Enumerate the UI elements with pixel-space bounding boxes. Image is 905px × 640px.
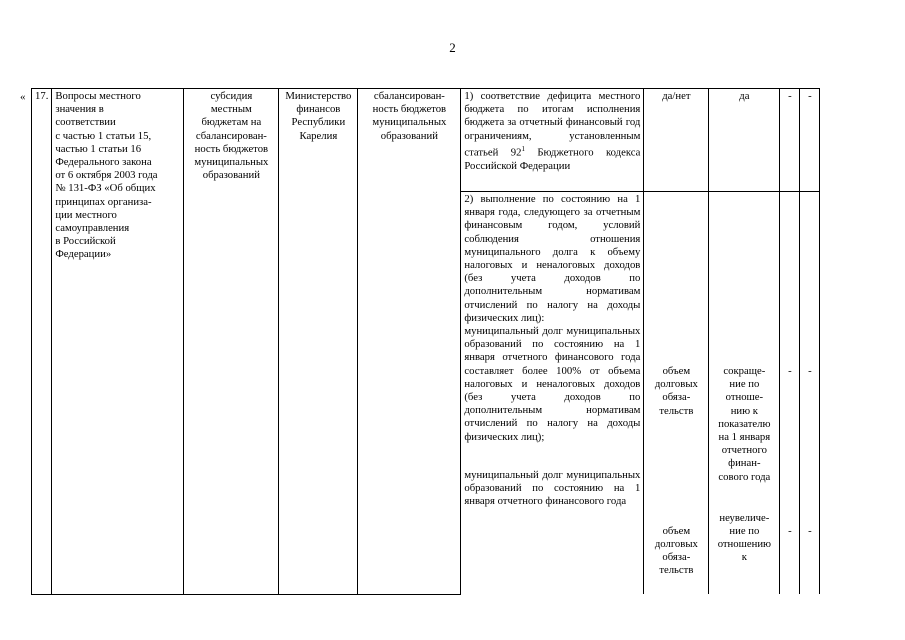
page-number: 2 [449,40,456,55]
subitem-2-col10: - [808,525,812,538]
condition-1-indicator: да/нет [662,90,691,102]
opening-quote: « [20,91,26,103]
goal-cell [358,89,461,595]
table-row [32,89,820,192]
condition-1-col10-cell [800,89,820,192]
condition-2-subitem-2-text: муниципальный долг муниципальных образований по состоянию на 1 января отчетного финансового года [464,468,641,508]
row-number: 17. [35,90,49,102]
condition-1-text: 1) соответствие дефицита местного бюджета по итогам исполнения бюджета за отчетный финансовый год ограничениям, установленным статьей 92 [464,90,641,159]
subitem-1-col9: - [788,365,792,377]
row-number-cell [32,89,52,595]
condition-2-text: 2) выполнение по состоянию на 1 января года, следующего за отчетным финансовым годом, условий соблюдения отношения муниципального долга к объему налоговых и неналоговых доходов (без учета доходов по дополнительным нормативам отчислений по налогу на доходы физических лиц): [464,193,641,324]
condition-1-col9-cell [780,89,800,192]
subitem-2-value: неувеличе- ние по отношению к [717,511,772,564]
subsidy-text: субсидия местным бюджетам на сбалансирован- ность бюджетов муниципальных образований [194,90,269,182]
ministry-text: Министерство финансов Республики Карелия [285,90,352,142]
condition-1-value: да [739,90,750,102]
condition-2-col9-cell [780,192,800,595]
condition-2-indicator-cell [644,192,709,595]
subitem-2-indicator: объем долговых обяза- тельств [654,524,698,577]
subsidy-cell [184,89,279,595]
condition-2-value-cell [709,192,780,595]
ministry-cell [279,89,358,595]
condition-2-subitem-1-text: муниципальный долг муниципальных образований по состоянию на 1 января отчетного финансового года составляет более 100% от объема налоговых и неналоговых доходов (без учета доходов по дополнительным нормативам отчислений по налогу на доходы физических лиц); [464,325,641,443]
condition-1-value-cell [709,89,780,192]
subitem-1-value: сокраще- ние по отноше- нию к показателю на 1 января отчетного финан- сового года [718,365,771,483]
subitem-1-indicator: объем долговых обяза- тельств [654,365,698,417]
goal-text: сбалансирован- ность бюджетов муниципальных образований [372,90,447,142]
question-text: Вопросы местного значения в соответствии с частью 1 статьи 15, частью 1 статьи 16 Федерального закона от 6 октября 2003 года № 131-ФЗ «Об общих принципах организа- ции местного самоуправления в Российской Федерации» [55,90,158,261]
subitem-1-col10: - [808,365,812,377]
condition-1-tail: Бюджетного кодекса Российской Федерации [464,146,641,172]
condition-1-col9: - [788,90,792,102]
condition-1-col10: - [808,90,812,102]
condition-2-col10-cell [800,192,820,595]
subitem-2-col9: - [788,525,792,538]
conditions-table [31,88,820,595]
condition-1-cell [461,89,644,192]
question-cell [52,89,184,595]
condition-2-cell [461,192,644,595]
condition-1-indicator-cell [644,89,709,192]
condition-1-superscript: 1 [521,144,525,153]
